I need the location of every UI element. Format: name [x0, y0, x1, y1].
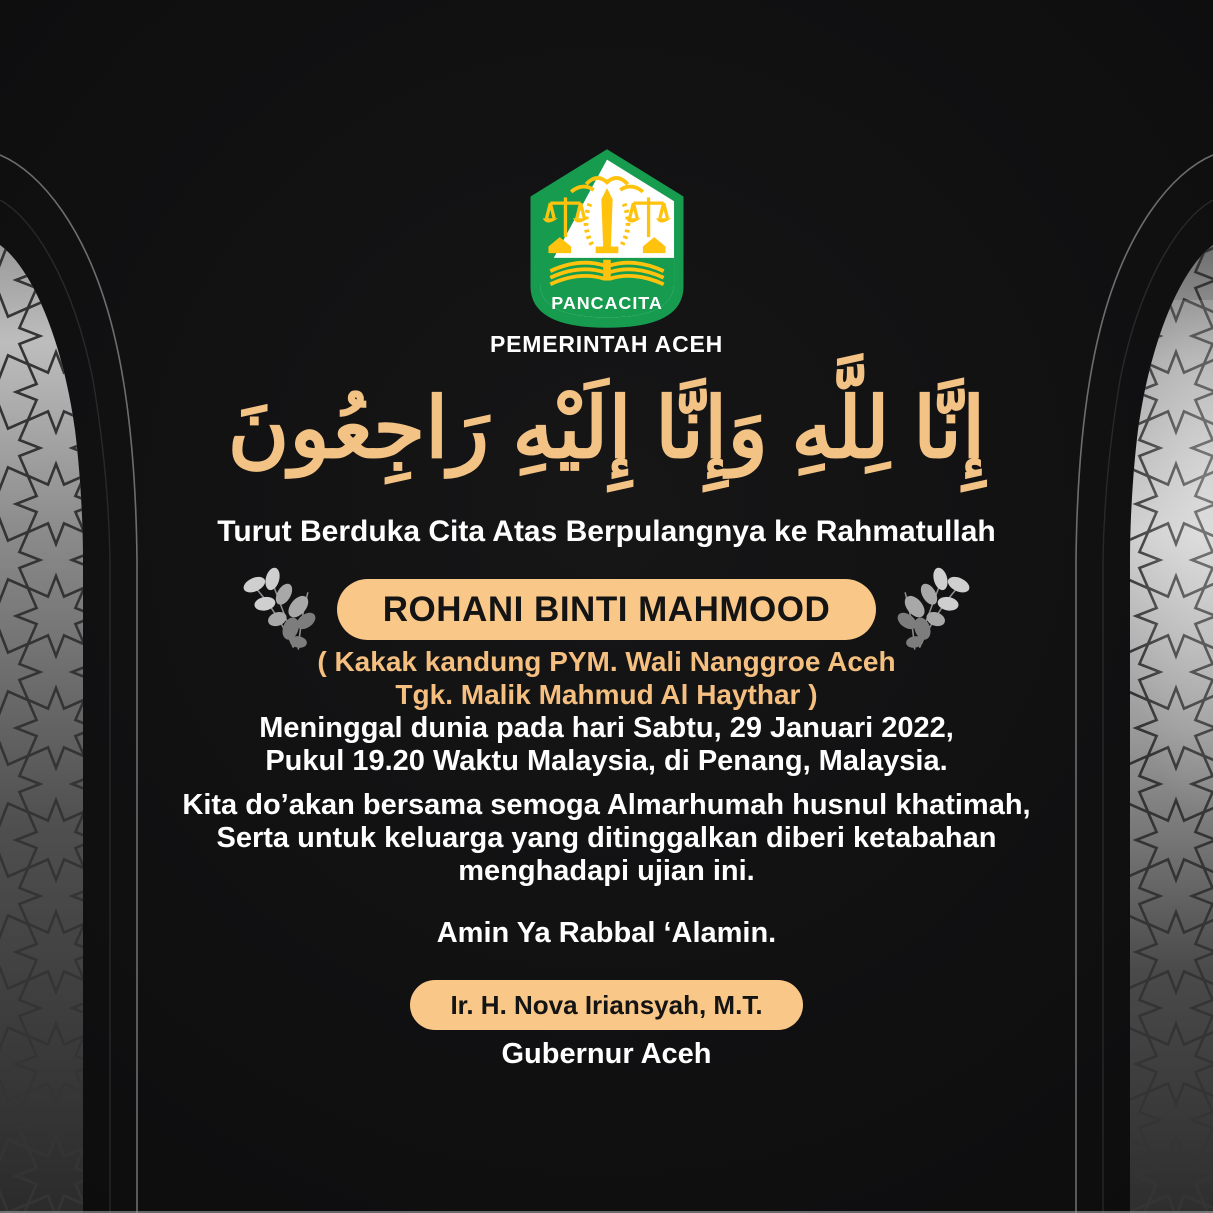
death-line2: Pukul 19.20 Waktu Malaysia, di Penang, Malaysia. [265, 745, 948, 777]
org-name: PEMERINTAH ACEH [489, 331, 724, 357]
relation-text [0, 645, 1213, 711]
relation-line1: ( Kakak kandung PYM. Wali Nanggroe Aceh [317, 646, 896, 677]
prayer-text [0, 789, 1213, 888]
pancacita-emblem-icon [0, 146, 1213, 337]
condolence-headline: Turut Berduka Cita Atas Berpulangnya ke Rahmatullah [217, 515, 996, 548]
prayer-line3: menghadapi ujian ini. [458, 855, 755, 887]
signatory-banner [0, 980, 1213, 1030]
prayer-line2: Serta untuk keluarga yang ditinggalkan diberi ketabahan [216, 822, 997, 854]
amin-text: Amin Ya Rabbal ‘Alamin. [436, 917, 777, 949]
death-info [0, 712, 1213, 778]
death-line1: Meninggal dunia pada hari Sabtu, 29 Januari 2022, [259, 712, 954, 744]
relation-line2: Tgk. Malik Mahmud Al Haythar ) [395, 679, 818, 710]
deceased-name: ROHANI BINTI MAHMOOD [337, 579, 876, 640]
deceased-name-banner [0, 563, 1213, 655]
arabic-calligraphy: إِنَّا لِلَّهِ وَإِنَّا إِلَيْهِ رَاجِعُونَ [227, 381, 986, 475]
pancacita-label: PANCACITA [550, 292, 663, 313]
flower-left-icon [241, 563, 327, 655]
prayer-line1: Kita do’akan bersama semoga Almarhumah husnul khatimah, [182, 789, 1031, 821]
signatory-title: Gubernur Aceh [501, 1038, 712, 1070]
flower-right-icon [886, 563, 972, 655]
signatory-name: Ir. H. Nova Iriansyah, M.T. [410, 980, 802, 1030]
